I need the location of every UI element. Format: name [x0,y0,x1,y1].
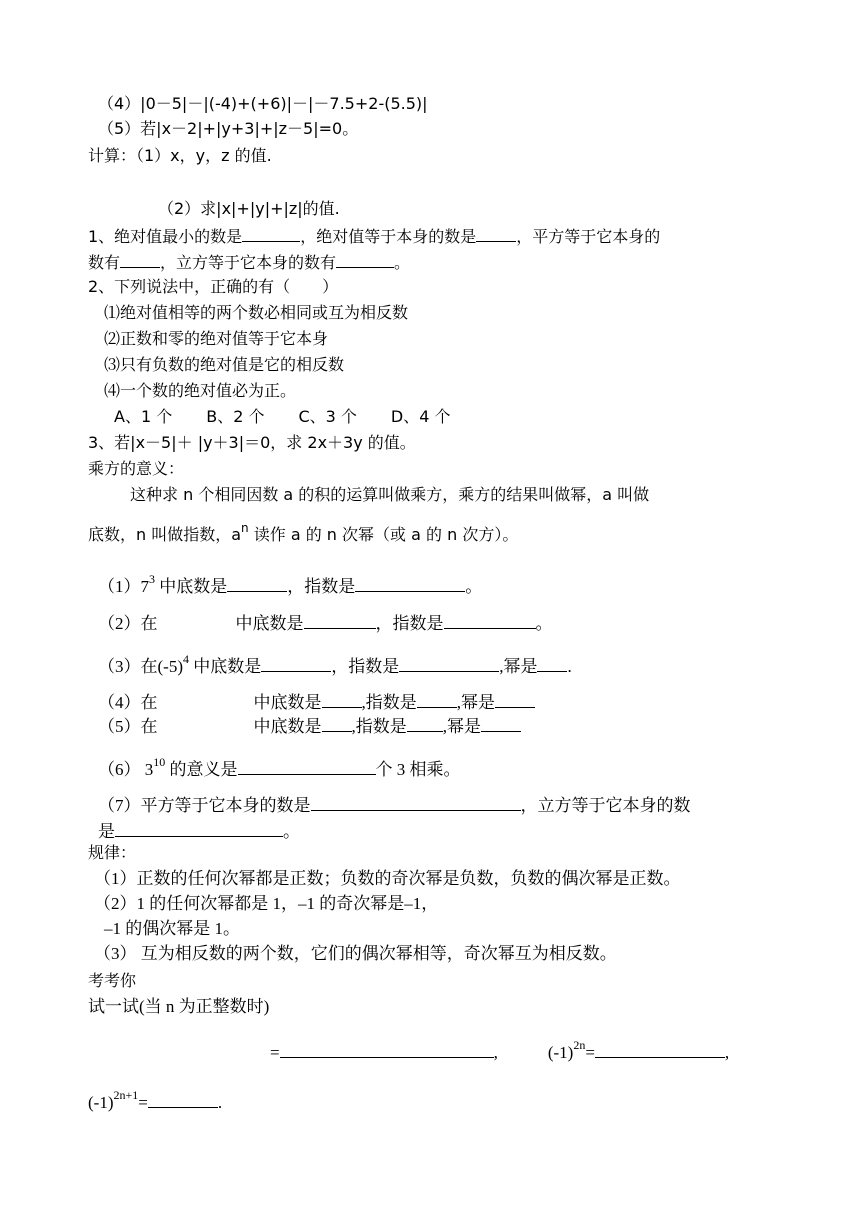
test-blank-2[interactable] [595,1040,725,1058]
choice-c[interactable]: C、3 个 [298,407,357,426]
p1-blank-1[interactable] [227,574,287,592]
power-q3: （3）在$(-5)^4$ 中底数是 ，指数是 ,幂是 . [98,652,572,676]
try-line: 试一试(当 n 为正整数时) [88,997,270,1016]
q2-statement-4: ⑷一个数的绝对值必为正。 [104,381,297,400]
rule-2-line-1: （2）1 的任何次幂都是 1，–1 的奇次幂是–1， [94,894,439,913]
q1-blank-2[interactable] [476,224,516,242]
p3-blank-2[interactable] [399,654,499,672]
q1-text-e: ，立方等于它本身的数有 [160,253,337,272]
p4-blank-1[interactable] [322,690,362,708]
power-heading: 乘方的意义： [88,459,185,478]
test-blank-3[interactable] [148,1090,218,1108]
p6-blank[interactable] [238,757,376,775]
p4-blank-3[interactable] [495,690,535,708]
choice-a[interactable]: A、1 个 [114,407,173,426]
q1-text-c: ，平方等于它本身的 [516,227,661,246]
power-definition-line-2: 底数，n 叫做指数，$a^n$ 读作 a 的 n 次幂（或 a 的 n 次方）。 [88,520,519,544]
power-q1: $(1)7^3$ 中底数是 ，指数是 。 [98,572,483,596]
p3-blank-1[interactable] [261,654,331,672]
p7-blank-2[interactable] [115,819,283,837]
exercise-eq-line: = , $(-1)^{2n}=$ , [270,1038,730,1062]
q1-text-f: 。 [394,253,411,272]
q1-text-a: 1、绝对值最小的数是 [88,227,243,246]
p4-blank-2[interactable] [417,690,457,708]
power-q6: （6） $3^{10}$ 的意义是 个 3 相乘。 [98,755,461,779]
question-3: 3、若|x－5|＋ |y＋3|＝0，求 2x＋3y 的值。 [88,433,416,452]
exercise-5: （5）若|x－2|+|y+3|+|z－5|=0。 [98,119,359,138]
p3-blank-3[interactable] [537,654,567,672]
choice-b[interactable]: B、2 个 [206,407,265,426]
choice-d[interactable]: D、4 个 [390,407,451,426]
p5-blank-3[interactable] [481,714,521,732]
power-definition-line-1: 这种求 n 个相同因数 a 的积的运算叫做乘方，乘方的结果叫做幂，a 叫做 [130,485,650,504]
question-1-line-1 [88,224,660,246]
rule-3: （3） 互为相反数的两个数，它们的偶次幂相等，奇次幂互为相反数。 [94,944,617,963]
p5-blank-2[interactable] [407,714,443,732]
power-q2: （2）在 中底数是 ，指数是 。 [98,611,553,633]
calc-line-1: 计算：（1）x，y，z 的值. [88,146,272,165]
p2-blank-2[interactable] [444,611,536,629]
power-q7-line-1: （7）平方等于它本身的数是 ，立方等于它本身的数 [98,793,691,815]
q1-blank-3[interactable] [120,250,160,268]
question-2-title: 2、下列说法中，正确的有（ ） [88,277,339,296]
exercise-eq-line-2: $(-1)^{2n+1}=$ . [88,1088,223,1112]
exercise-4: （4）|0－5|－|(-4)+(+6)|－|－7.5+2-(5.5)| [98,94,428,113]
p1-blank-2[interactable] [355,574,465,592]
power-q5: （5）在 中底数是 ,指数是 ,幂是 [98,714,521,736]
rule-1: （1）正数的任何次幂都是正数；负数的奇次幂是负数，负数的偶次幂是正数。 [94,869,681,888]
q2-statement-2: ⑵正数和零的绝对值等于它本身 [104,329,329,348]
q2-statement-1: ⑴绝对值相等的两个数必相同或互为相反数 [104,303,409,322]
q2-choices [114,406,451,428]
p5-blank-1[interactable] [322,714,352,732]
rule-heading: 规律： [88,843,137,862]
question-1-line-2 [88,250,410,272]
calc-line-2: （2）求|x|+|y|+|z|的值. [158,199,340,218]
power-q4: （4）在 中底数是 ,指数是 ,幂是 [98,690,535,712]
p7-blank-1[interactable] [311,793,521,811]
test-blank-1[interactable] [280,1040,494,1058]
q1-blank-1[interactable] [242,224,300,242]
q2-statement-3: ⑶只有负数的绝对值是它的相反数 [104,355,345,374]
rule-2-line-2: –1 的偶次幂是 1。 [104,919,240,938]
p2-blank-1[interactable] [304,611,376,629]
q1-blank-4[interactable] [336,250,394,268]
q1-text-b: ，绝对值等于本身的数是 [300,227,477,246]
test-heading: 考考你 [88,971,137,990]
q1-text-d: 数有 [88,253,121,272]
power-q7-line-2: 是 。 [98,819,300,841]
